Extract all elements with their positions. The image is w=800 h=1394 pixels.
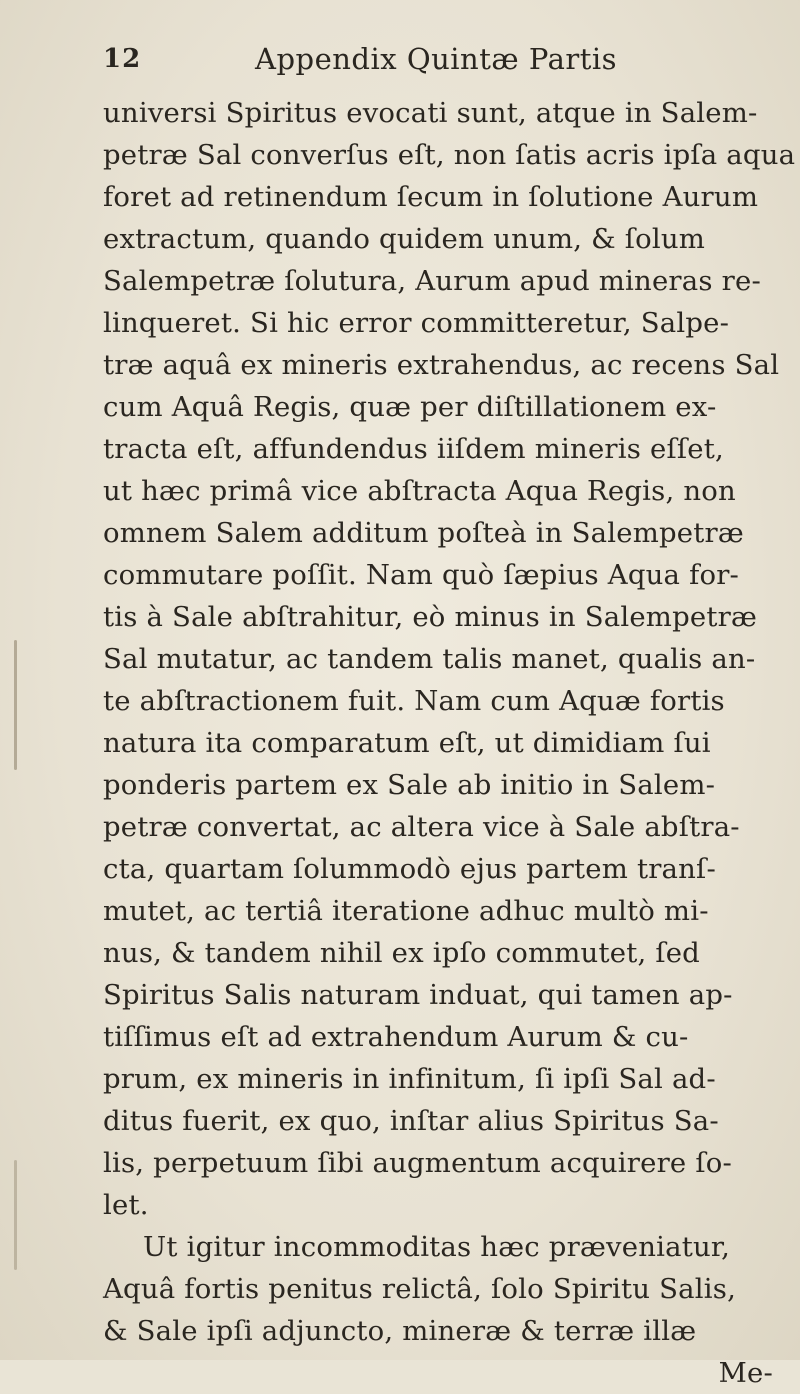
text-line: universi Spiritus evocati sunt, atque in Salem- (103, 97, 758, 129)
text-line: extractum, quando quidem unum, & ſolum (103, 223, 706, 255)
text-line: petræ convertat, ac altera vice à Sale abſtra- (103, 811, 740, 843)
text-line: nus, & tandem nihil ex ipſo commutet, ſed (103, 937, 700, 969)
text-line: commutare poſſit. Nam quò ſæpius Aqua for- (103, 559, 740, 591)
text-line: natura ita comparatum eſt, ut dimidiam ſui (103, 727, 711, 759)
text-line: tiſſimus eſt ad extrahendum Aurum & cu- (103, 1021, 689, 1053)
text-line: & Sale ipſi adjuncto, mineræ & terræ illæ (103, 1315, 697, 1347)
text-line: let. (103, 1189, 149, 1221)
text-line: ponderis partem ex Sale ab initio in Salem- (103, 769, 716, 801)
text-line: tis à Sale abſtrahitur, eò minus in Salempetræ (103, 601, 757, 633)
text-line: prum, ex mineris in infinitum, ſi ipſi Sal ad- (103, 1063, 716, 1095)
page-header (103, 38, 723, 90)
text-line: Aquâ fortis penitus relictâ, ſolo Spiritu Salis, (103, 1273, 737, 1305)
text-line: linqueret. Si hic error committeretur, Salpe- (103, 307, 730, 339)
margin-mark (14, 1160, 17, 1270)
text-line: ditus fuerit, ex quo, inſtar alius Spiritus Sa- (103, 1105, 719, 1137)
text-line: foret ad retinendum ſecum in ſolutione Aurum (103, 181, 759, 213)
body-text (103, 92, 796, 1394)
text-line: lis, perpetuum ſibi augmentum acquirere ſo- (103, 1147, 732, 1179)
text-line: tracta eſt, affundendus iiſdem mineris eſſet, (103, 433, 724, 465)
text-line: mutet, ac tertiâ iteratione adhuc multò mi- (103, 895, 709, 927)
text-line: Salempetræ ſolutura, Aurum apud mineras re- (103, 265, 761, 297)
text-line: Spiritus Salis naturam induat, qui tamen ap- (103, 979, 733, 1011)
page-number: 12 (103, 44, 142, 74)
text-line: omnem Salem additum poſteà in Salempetræ (103, 517, 744, 549)
running-head: Appendix Quintæ Partis (255, 42, 618, 76)
text-line: te abſtractionem fuit. Nam cum Aquæ fortis (103, 685, 725, 717)
text-line: Sal mutatur, ac tandem talis manet, qualis an- (103, 643, 756, 675)
text-line: cta, quartam ſolummodò ejus partem tranſ- (103, 853, 716, 885)
catchword: Me- (718, 1357, 773, 1389)
text-line: petræ Sal converſus eſt, non ſatis acris ipſa aqua (103, 139, 796, 171)
paragraph-first-line: Ut igitur incommoditas hæc præveniatur, (143, 1231, 731, 1263)
text-line: træ aquâ ex mineris extrahendus, ac recens Sal (103, 349, 780, 381)
margin-mark (14, 640, 17, 770)
text-line: cum Aquâ Regis, quæ per diſtillationem ex- (103, 391, 717, 423)
text-line: ut hæc primâ vice abſtracta Aqua Regis, non (103, 475, 736, 507)
